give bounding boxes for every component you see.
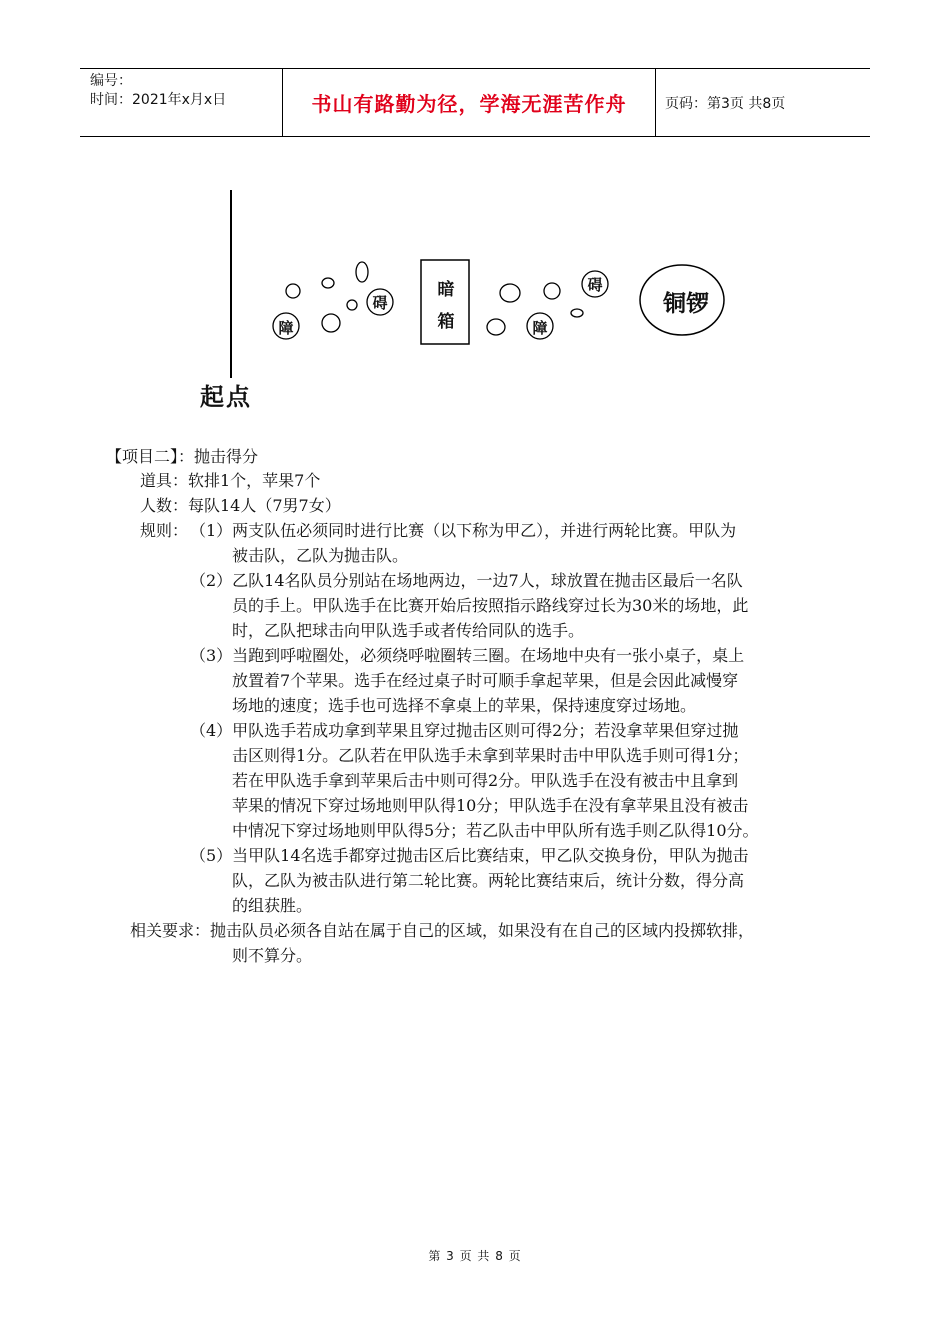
rule-text: （5）当甲队14名选手都穿过抛击区后比赛结束，甲乙队交换身份，甲队为抛击 xyxy=(190,846,749,865)
rule-text: 放置着7个苹果。选手在经过桌子时可顺手拿起苹果，但是会因此减慢穿 xyxy=(232,671,739,690)
hoop-circle xyxy=(571,309,583,317)
gong-label: 铜锣 xyxy=(663,290,709,317)
page-header xyxy=(80,68,870,137)
header-meta xyxy=(80,69,283,136)
dark-box-label-bottom: 箱 xyxy=(437,312,455,332)
hoop-circle xyxy=(322,278,334,288)
people-line: 人数：每队14人（7男7女） xyxy=(140,496,341,515)
start-label: 起点 xyxy=(200,382,252,411)
section-title: 【项目二】：抛击得分 xyxy=(106,447,259,466)
rule-text: 苹果的情况下穿过场地则甲队得10分；甲队选手在没有拿苹果且没有被击 xyxy=(232,796,749,815)
rule-text: 场地的速度；选手也可选择不拿桌上的苹果，保持速度穿过场地。 xyxy=(232,696,697,715)
requirement-text: 则不算分。 xyxy=(232,946,313,965)
rule-text: 队，乙队为被击队进行第二轮比赛。两轮比赛结束后，统计分数，得分高 xyxy=(232,871,745,890)
header-time: 时间：2021年x月x日 xyxy=(90,92,227,108)
rule-text: （3）当跑到呼啦圈处，必须绕呼啦圈转三圈。在场地中央有一张小桌子，桌上 xyxy=(190,646,745,665)
rule-text: （4）甲队选手若成功拿到苹果且穿过抛击区则可得2分；若没拿苹果但穿过抛 xyxy=(190,721,739,740)
props-line: 道具：软排1个，苹果7个 xyxy=(140,471,321,490)
obstacle-label: 碍 xyxy=(372,294,388,312)
rule-text: （2）乙队14名队员分别站在场地两边，一边7人，球放置在抛击区最后一名队 xyxy=(190,571,743,590)
rule-text: 中情况下穿过场地则甲队得5分；若乙队击中甲队所有选手则乙队得10分。 xyxy=(232,821,759,840)
obstacle-label: 障 xyxy=(532,319,548,337)
course-diagram xyxy=(190,185,750,420)
rule-text: 的组获胜。 xyxy=(232,896,313,915)
obstacle-label: 障 xyxy=(278,319,294,337)
page-footer: 第 3 页 共 8 页 xyxy=(428,1249,522,1263)
rule-text: 被击队，乙队为抛击队。 xyxy=(232,546,409,565)
hoop-circle xyxy=(286,284,300,298)
rule-text: 若在甲队选手拿到苹果后击中则可得2分。甲队选手在没有被击中且拿到 xyxy=(232,771,739,790)
rule-text: 击区则得1分。乙队若在甲队选手未拿到苹果时击中甲队选手则可得1分； xyxy=(232,746,749,765)
rules-label: 规则： xyxy=(140,521,189,540)
hoop-circle xyxy=(356,262,368,282)
header-number: 编号： xyxy=(90,73,132,89)
dark-box-label-top: 暗 xyxy=(437,280,455,300)
hoop-circle xyxy=(347,300,357,310)
header-page-cell xyxy=(656,69,870,136)
requirement-text: 相关要求：抛击队员必须各自站在属于自己的区域，如果没有在自己的区域内投掷软排， xyxy=(130,921,755,940)
header-motto: 书山有路勤为径，学海无涯苦作舟 xyxy=(311,92,627,116)
header-page-info: 页码：第3页 共8页 xyxy=(665,95,786,112)
hoop-circle xyxy=(322,314,340,332)
rule-text: 时，乙队把球击向甲队选手或者传给同队的选手。 xyxy=(232,621,585,640)
hoop-circle xyxy=(487,319,505,335)
hoop-circle xyxy=(544,283,560,299)
rule-text: （1）两支队伍必须同时进行比赛（以下称为甲乙），并进行两轮比赛。甲队为 xyxy=(190,521,737,540)
rule-text: 员的手上。甲队选手在比赛开始后按照指示路线穿过长为30米的场地，此 xyxy=(232,596,749,615)
obstacle-label: 碍 xyxy=(587,276,603,294)
hoop-circle xyxy=(500,284,520,302)
header-motto-cell xyxy=(283,69,656,136)
